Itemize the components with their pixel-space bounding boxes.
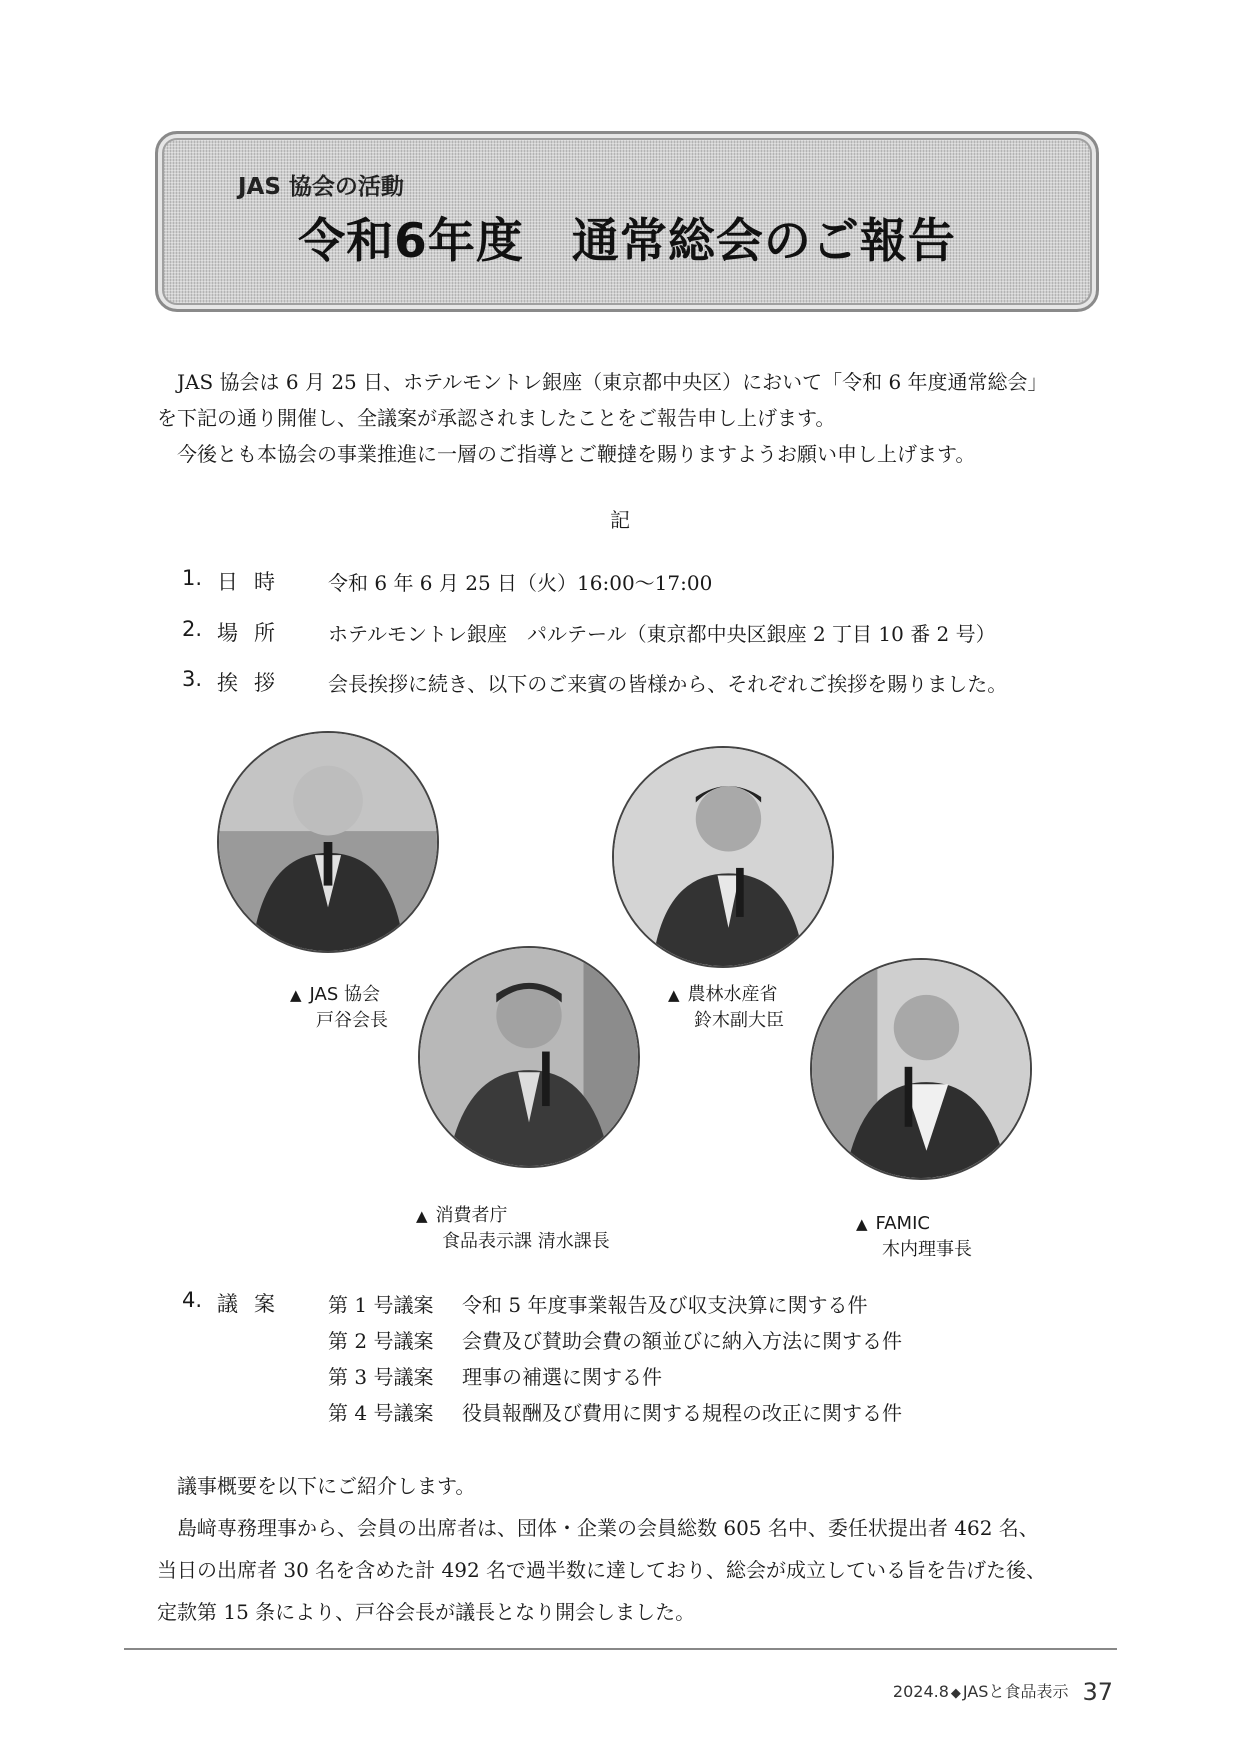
agenda-2-text: 会費及び賛助会費の額並びに納入方法に関する件 (462, 1329, 902, 1353)
caption-kiuchi (856, 1211, 972, 1262)
caption-toya (290, 982, 388, 1033)
footer-divider (124, 1648, 1117, 1650)
caption-suzuki (668, 982, 784, 1033)
intro-line-1: JAS 協会は 6 月 25 日、ホテルモントレ銀座（東京都中央区）において「令和 6 年度通常総会」 (177, 370, 1048, 394)
speaker-photo-toya (217, 731, 439, 953)
item-2-label: 場所 (217, 621, 291, 645)
item-1-label: 日時 (217, 570, 291, 594)
footer-issue: 2024.8 (892, 1682, 949, 1701)
item-1-value: 令和 6 年 6 月 25 日（火）16:00〜17:00 (328, 571, 713, 595)
agenda-3-number: 第 3 号議案 (328, 1365, 434, 1389)
speaker-photo-suzuki (612, 746, 834, 968)
agenda-4-text: 役員報酬及び費用に関する規程の改正に関する件 (462, 1401, 902, 1425)
item-1-number: 1. (182, 566, 203, 590)
caption-kiuchi-org: FAMIC (875, 1213, 930, 1234)
agenda-4-number: 第 4 号議案 (328, 1401, 434, 1425)
agenda-2-number: 第 2 号議案 (328, 1329, 434, 1353)
speaker-1-image (219, 733, 437, 951)
speaker-photo-kiuchi (810, 958, 1032, 1180)
page-title: 令和6年度 通常総会のご報告 (298, 214, 956, 269)
summary-line-1: 議事概要を以下にご紹介します。 (177, 1474, 476, 1498)
footer-publication: JASと食品表示 (962, 1682, 1069, 1701)
item-2-number: 2. (182, 617, 203, 641)
caption-shimizu-org: 消費者庁 (435, 1205, 508, 1226)
agenda-1-text: 令和 5 年度事業報告及び収支決算に関する件 (462, 1293, 868, 1317)
caption-kiuchi-name: 木内理事長 (882, 1239, 972, 1260)
speaker-3-image (420, 948, 638, 1166)
caption-shimizu-name: 食品表示課 清水課長 (442, 1231, 610, 1252)
page-number: 37 (1082, 1678, 1113, 1706)
caption-shimizu (416, 1203, 610, 1254)
title-banner (155, 131, 1099, 312)
triangle-marker-icon: ▲ (856, 1215, 868, 1233)
speaker-2-image (614, 748, 832, 966)
item-3-number: 3. (182, 667, 203, 691)
intro-line-3: 今後とも本協会の事業推進に一層のご指導とご鞭撻を賜りますようお願い申し上げます。 (177, 442, 976, 466)
speaker-photo-shimizu (418, 946, 640, 1168)
page-footer (893, 1678, 1113, 1706)
caption-suzuki-name: 鈴木副大臣 (694, 1010, 784, 1031)
agenda-1-number: 第 1 号議案 (328, 1293, 434, 1317)
ki-heading: 記 (610, 508, 630, 532)
summary-line-4: 定款第 15 条により、戸谷会長が議長となり開会しました。 (157, 1600, 696, 1624)
summary-line-3: 当日の出席者 30 名を含めた計 492 名で過半数に達しており、総会が成立している旨を告げた後、 (157, 1558, 1047, 1582)
item-4-number: 4. (182, 1288, 203, 1312)
item-2-value: ホテルモントレ銀座 パルテール（東京都中央区銀座 2 丁目 10 番 2 号） (328, 622, 996, 646)
intro-line-2: を下記の通り開催し、全議案が承認されましたことをご報告申し上げます。 (157, 406, 836, 430)
caption-toya-org: JAS 協会 (309, 984, 380, 1005)
item-4-label: 議案 (217, 1292, 291, 1316)
triangle-marker-icon: ▲ (290, 986, 302, 1004)
item-3-label: 挨拶 (217, 671, 291, 695)
caption-toya-name: 戸谷会長 (316, 1010, 388, 1031)
caption-suzuki-org: 農林水産省 (687, 984, 778, 1005)
agenda-3-text: 理事の補選に関する件 (462, 1365, 662, 1389)
section-subtitle: JAS 協会の活動 (238, 174, 404, 200)
triangle-marker-icon: ▲ (668, 986, 680, 1004)
triangle-marker-icon: ▲ (416, 1207, 428, 1225)
diamond-icon: ◆ (950, 1686, 961, 1701)
summary-line-2: 島﨑専務理事から、会員の出席者は、団体・企業の会員総数 605 名中、委任状提出者 462 名、 (177, 1516, 1039, 1540)
speaker-4-image (812, 960, 1030, 1178)
item-3-value: 会長挨拶に続き、以下のご来賓の皆様から、それぞれご挨拶を賜りました。 (328, 672, 1008, 696)
